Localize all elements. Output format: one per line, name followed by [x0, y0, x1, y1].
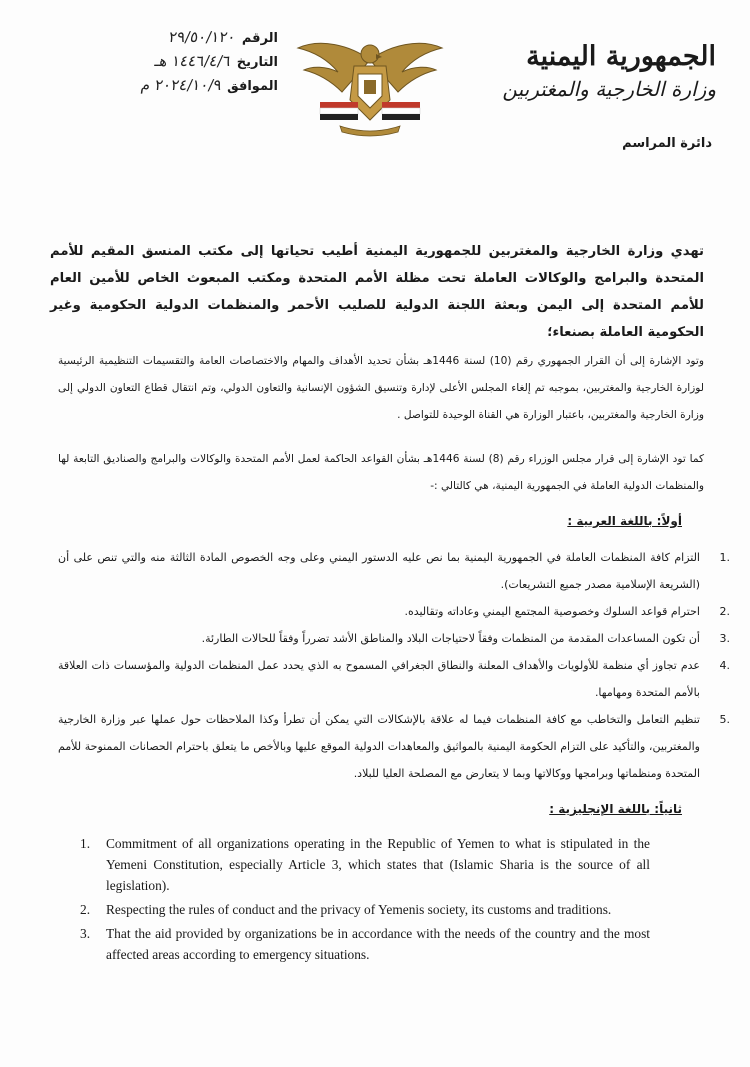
english-rules-list [80, 833, 650, 968]
ministry-letterhead [486, 40, 716, 104]
list-item-text: Commitment of all organizations operating in the Republic of Yemen to what is stipulated in the Yemeni Constitution, especially Article 3, which states that (Islamic Sharia is the source of all legislation). [106, 836, 650, 893]
list-item [80, 899, 650, 920]
hijri-date-value: ١٤٤٦/٤/٦ هـ [153, 52, 232, 70]
list-item [58, 706, 730, 787]
list-item [58, 652, 730, 706]
department-name: دائرة المراسم [622, 136, 712, 151]
gregorian-date-value: ٢٠٢٤/١٠/٩ م [139, 76, 223, 94]
list-item [58, 598, 730, 625]
ministry-name: وزارة الخارجية والمغتربين [502, 77, 716, 101]
english-section-heading: ثانياً: باللغة الإنجليزية : [549, 802, 682, 816]
body-paragraph-2: كما تود الإشارة إلى قرار مجلس الوزراء رقم (8) لسنة 1446هـ بشأن القواعد الحاكمة لعمل الأمم المتحدة والوكالات والبرامج والصناديق التابعة لها والمنظمات الدولية العاملة في الجمهورية اليمنية، هي كالتالي :- [58, 453, 705, 492]
list-item-number: .2 [719, 605, 730, 618]
reference-number-row [28, 28, 278, 52]
list-item [58, 625, 730, 652]
arabic-section-heading: أولاً: باللغة العربية : [567, 514, 682, 528]
list-item [80, 833, 650, 896]
list-item-text: That the aid provided by organizations be in accordance with the needs of the country and the most affected areas according to emergency situations. [106, 926, 650, 962]
hijri-date-label: التاريخ [236, 55, 278, 70]
list-item-number: 1. [80, 836, 91, 851]
gregorian-date-row [28, 76, 278, 100]
reference-number-value: ٢٩/٥٠/١٢٠ [168, 28, 238, 46]
reference-number-label: الرقم [241, 31, 278, 46]
list-item-text: Respecting the rules of conduct and the privacy of Yemenis society, its customs and traditions. [106, 902, 612, 917]
list-item-text: احترام قواعد السلوك وخصوصية المجتمع اليمني وعاداته وتقاليده. [404, 605, 700, 618]
hijri-date-row [28, 52, 278, 76]
list-item-number: 2. [80, 902, 91, 917]
list-item-text: التزام كافة المنظمات العاملة في الجمهورية اليمنية بما نص عليه الدستور اليمني وعلى وجه الخصوص المادة الثالثة منه والتي تنص على أن (الشريعة الإسلامية مصدر جميع التشريعات). [58, 551, 700, 591]
list-item-number: .3 [719, 632, 730, 645]
intro-paragraph: تهدي وزارة الخارجية والمغتربين للجمهورية اليمنية أطيب تحياتها إلى مكتب المنسق المقيم للأمم المتحدة والبرامج والوكالات العاملة تحت مظلة الأمم المتحدة ومكتب المبعوث الخاص للأمين العام للأمم المتحدة إلى اليمن وبعثة اللجنة الدولية للصليب الأحمر والمنظمات الدولية الحكومية وغير الحكومية العاملة بصنعاء؛ [50, 244, 704, 340]
list-item-number: .4 [719, 659, 730, 672]
gregorian-date-label: الموافق [227, 79, 278, 94]
list-item-text: أن تكون المساعدات المقدمة من المنظمات وفقاً لاحتياجات البلاد والمناطق الأشد تضرراً وفقاً للحالات الطارئة. [201, 632, 700, 645]
republic-name: الجمهورية اليمنية [526, 41, 716, 72]
list-item-number: .1 [719, 551, 730, 564]
list-item-text: تنظيم التعامل والتخاطب مع كافة المنظمات فيما له علاقة بالإشكالات التي يمكن أن تطرأ وكذا الملاحظات حول عملها عبر وزارة الخارجية والمغتربين، والتأكيد على التزام الحكومة اليمنية بالمواثيق والمعاهدات الدولية الموقع عليها وبالأخص ما يتعلق باحترام الحصانات الممنوحة للأمم المتحدة ومنظماتها وبرامجها ووكالاتها وبما لا يتعارض مع المصلحة العليا للبلاد. [58, 713, 700, 780]
list-item-number: .5 [719, 713, 730, 726]
reference-block [28, 28, 278, 100]
eagle-emblem-icon [290, 30, 450, 140]
list-item [80, 923, 650, 965]
list-item-text: عدم تجاوز أي منظمة للأولويات والأهداف المعلنة والنطاق الجغرافي المسموح به الذي يحدد عمل المنظمات الدولية والمؤسسات ذات العلاقة بالأمم المتحدة ومهامها. [58, 659, 700, 699]
list-item-number: 3. [80, 926, 91, 941]
body-paragraph-1: وتود الإشارة إلى أن القرار الجمهوري رقم (10) لسنة 1446هـ بشأن تحديد الأهداف والمهام والاختصاصات العامة والتقسيمات التنظيمية الرئيسية لوزارة الخارجية والمغتربين، بموجبه تم إلغاء المجلس الأعلى لإدارة وتنسيق الشؤون الإنسانية والتعاون الدولي، وتم انتقال قطاع التعاون الدولي إلى وزارة الخارجية والمغتربين، باعتبار الوزارة هي القناة الوحيدة للتواصل . [58, 355, 704, 421]
list-item [58, 544, 730, 598]
arabic-rules-list [58, 544, 730, 787]
